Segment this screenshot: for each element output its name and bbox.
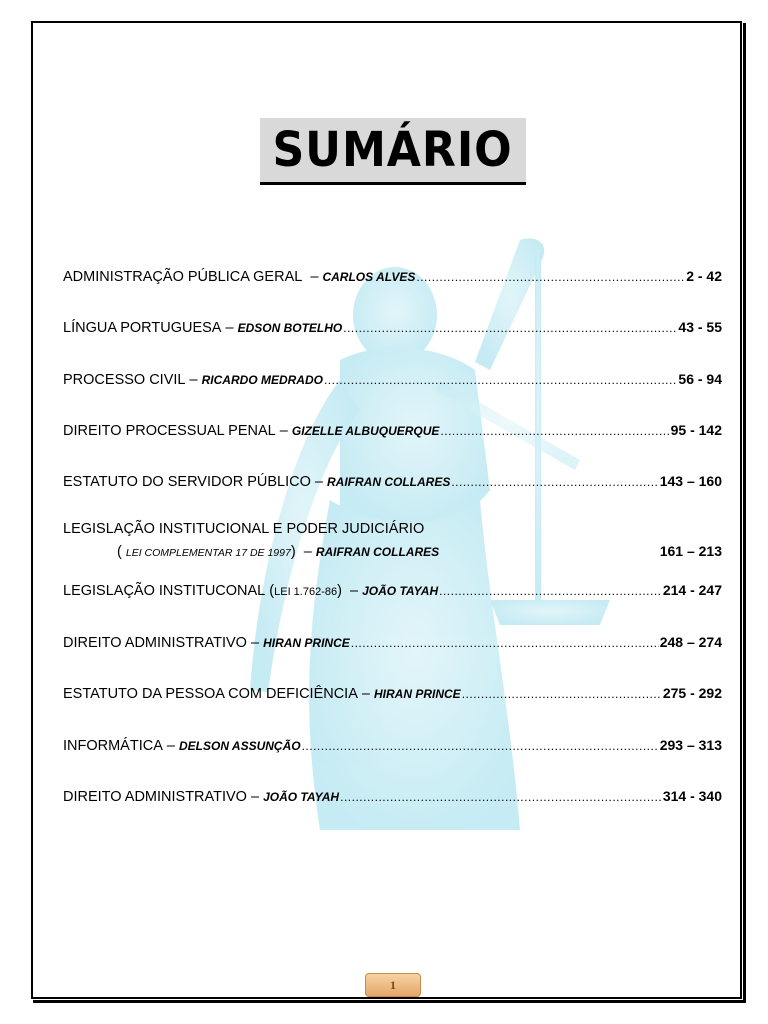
title-box bbox=[260, 118, 526, 185]
toc-pages: 56 - 94 bbox=[678, 371, 722, 387]
toc-pages: 214 - 247 bbox=[662, 582, 722, 598]
toc-dash: – bbox=[162, 738, 180, 754]
toc-paren-close: ) bbox=[337, 583, 342, 599]
toc-entry bbox=[63, 423, 722, 439]
toc-subject: INFORMÁTICA bbox=[63, 738, 163, 754]
page-number-badge bbox=[365, 973, 421, 997]
page-number: 1 bbox=[390, 977, 396, 992]
toc-dash: – bbox=[221, 320, 238, 336]
toc-pages: 95 - 142 bbox=[670, 422, 722, 438]
toc-pages: 2 - 42 bbox=[686, 268, 722, 284]
toc-subject: LÍNGUA PORTUGUESA bbox=[63, 320, 222, 336]
toc-entry bbox=[63, 269, 722, 285]
page-title: SUMÁRIO bbox=[272, 122, 514, 178]
toc-subject: DIREITO ADMINISTRATIVO bbox=[63, 635, 247, 651]
toc-entry bbox=[63, 635, 722, 651]
toc-subject: LEGISLAÇÃO INSTITUCIONAL E PODER JUDICIÁRIO bbox=[63, 521, 425, 537]
toc-leader-dots bbox=[302, 740, 659, 752]
toc-author: RICARDO MEDRADO bbox=[201, 373, 323, 387]
toc-pages: 293 – 313 bbox=[659, 737, 722, 753]
toc-subject: ESTATUTO DO SERVIDOR PÚBLICO bbox=[63, 474, 311, 490]
toc-author: EDSON BOTELHO bbox=[237, 321, 343, 335]
toc-author: DELSON ASSUNÇÃO bbox=[179, 739, 301, 753]
toc-author: HIRAN PRINCE bbox=[374, 687, 461, 701]
toc-dash: – bbox=[275, 423, 292, 439]
toc-author: RAIFRAN COLLARES bbox=[327, 475, 451, 489]
toc-entry bbox=[63, 789, 722, 805]
toc-pages: 143 – 160 bbox=[659, 473, 722, 489]
toc-dash: – bbox=[341, 583, 363, 599]
toc-leader-dots bbox=[462, 688, 662, 700]
toc-subject: ADMINISTRAÇÃO PÚBLICA GERAL bbox=[63, 269, 303, 285]
toc-entry bbox=[63, 474, 722, 490]
toc-paren-open: ( bbox=[117, 544, 126, 560]
toc-entry bbox=[63, 522, 722, 537]
toc-leader-dots bbox=[416, 271, 685, 283]
toc-dash: – bbox=[357, 686, 375, 702]
toc-paren-close: ) bbox=[290, 544, 296, 560]
toc-note: LEI COMPLEMENTAR 17 DE 1997 bbox=[125, 547, 291, 559]
toc-pages: 248 – 274 bbox=[659, 634, 722, 650]
toc-entry bbox=[63, 738, 722, 754]
toc-author: HIRAN PRINCE bbox=[263, 636, 350, 650]
toc-author: JOÃO TAYAH bbox=[263, 790, 340, 804]
toc-leader-dots bbox=[439, 585, 662, 597]
toc-subject: DIREITO ADMINISTRATIVO bbox=[63, 789, 247, 805]
toc-subject: ESTATUTO DA PESSOA COM DEFICIÊNCIA bbox=[63, 686, 358, 702]
toc-dash: – bbox=[302, 269, 323, 285]
toc-note: LEI 1.762-86 bbox=[274, 586, 338, 598]
toc-leader-dots bbox=[451, 476, 658, 488]
toc-dash: – bbox=[310, 474, 328, 490]
toc-dash: – bbox=[246, 635, 264, 651]
toc-pages: 161 – 213 bbox=[659, 543, 722, 559]
toc-pages: 314 - 340 bbox=[662, 788, 722, 804]
toc-author: JOÃO TAYAH bbox=[362, 584, 439, 598]
toc-leader-dots bbox=[340, 791, 662, 803]
toc-pages: 275 - 292 bbox=[662, 685, 722, 701]
toc-subject: LEGISLAÇÃO INSTITUCONAL bbox=[63, 583, 266, 599]
toc-author: CARLOS ALVES bbox=[322, 270, 416, 284]
toc-subject: PROCESSO CIVIL bbox=[63, 372, 186, 388]
toc-pages: 43 - 55 bbox=[678, 319, 722, 335]
toc-dash: – bbox=[185, 372, 202, 388]
toc-leader-dots bbox=[351, 637, 659, 649]
toc-leader-dots bbox=[324, 374, 677, 386]
toc-paren-open: ( bbox=[265, 583, 275, 599]
toc-entry-continuation bbox=[117, 543, 722, 560]
toc-subject: DIREITO PROCESSUAL PENAL bbox=[63, 423, 276, 439]
toc-entry bbox=[63, 583, 722, 599]
toc-entry bbox=[63, 372, 722, 388]
toc-entry bbox=[63, 320, 722, 336]
toc-author: GIZELLE ALBUQUERQUE bbox=[291, 424, 440, 438]
toc-dash: – bbox=[295, 544, 316, 560]
toc-author: RAIFRAN COLLARES bbox=[315, 545, 440, 559]
toc-leader-dots bbox=[440, 425, 669, 437]
toc-entry bbox=[63, 686, 722, 702]
toc-dash: – bbox=[246, 789, 264, 805]
toc-leader-dots bbox=[343, 322, 677, 334]
